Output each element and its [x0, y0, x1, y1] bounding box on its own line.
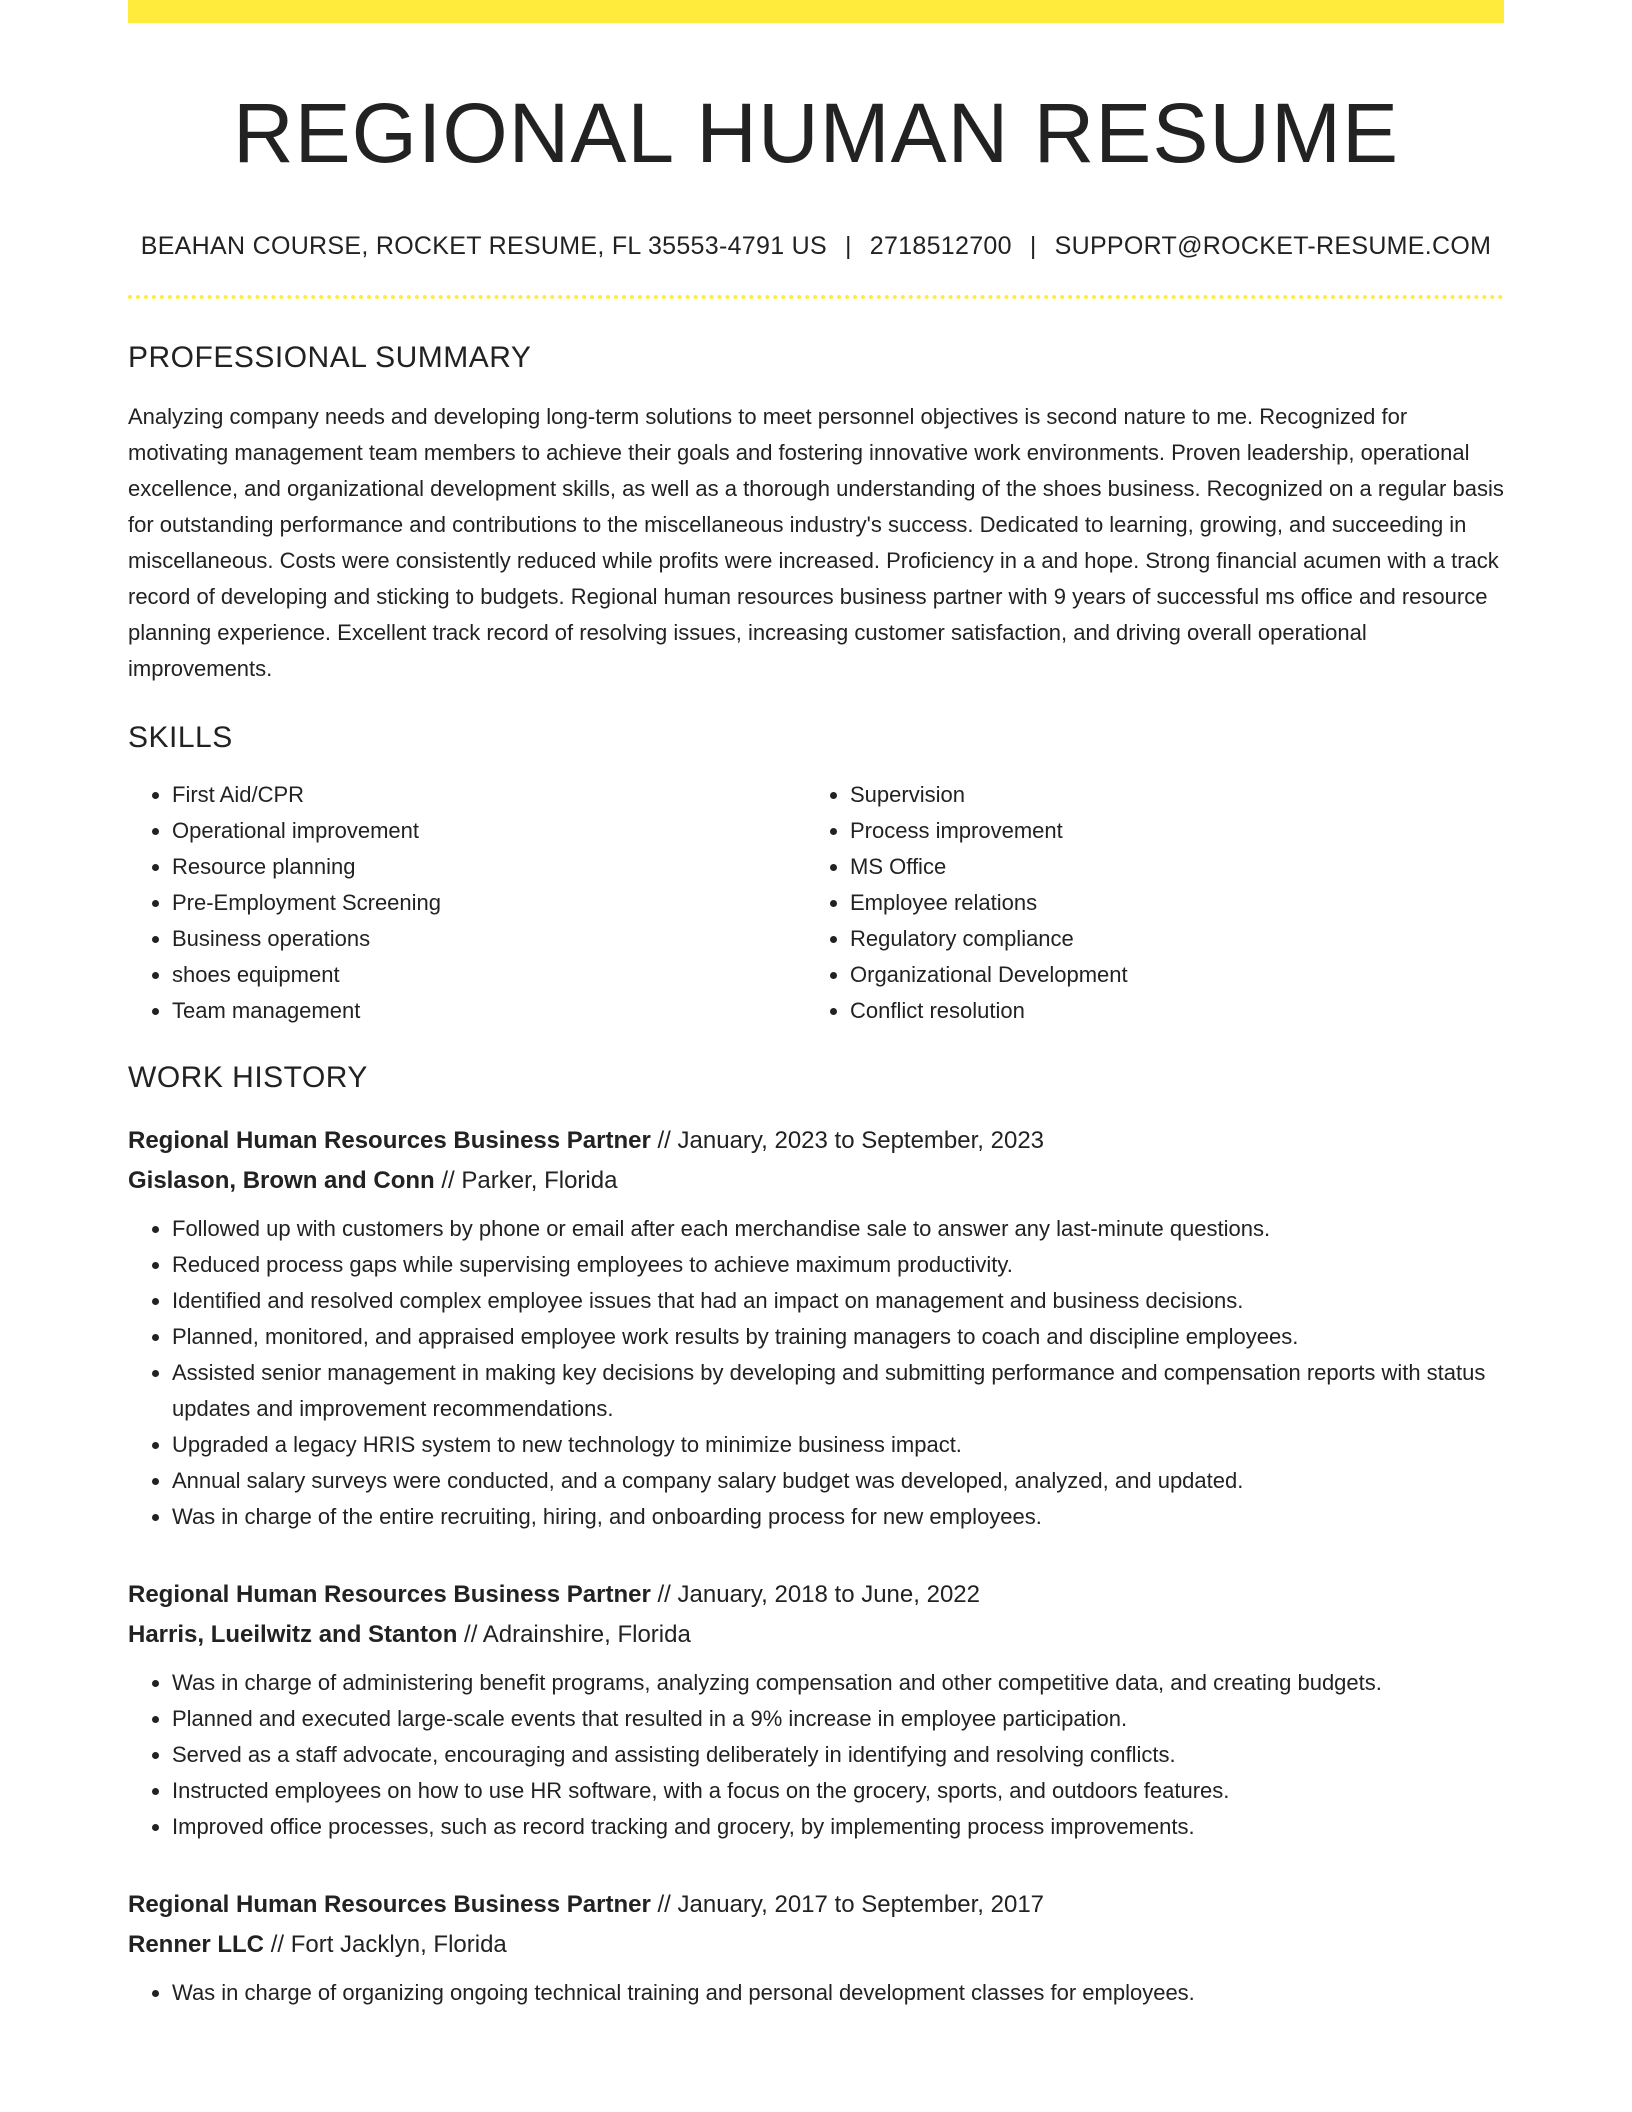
job-title-line — [128, 1885, 1504, 1925]
skill-item: • Employee relations — [850, 885, 1484, 921]
job-entry — [128, 1575, 1504, 1845]
resume-name: REGIONAL HUMAN RESUME — [232, 86, 1400, 180]
job-bullets — [128, 1211, 1504, 1535]
skill-item: • shoes equipment — [172, 957, 806, 993]
job-bullet: • Planned, monitored, and appraised employee work results by training managers to coach and discipline employees. — [172, 1319, 1504, 1355]
skill-item: • Business operations — [172, 921, 806, 957]
work-history-heading: WORK HISTORY — [128, 1060, 368, 1094]
job-company-line — [128, 1615, 1504, 1655]
contact-email: SUPPORT@ROCKET-RESUME.COM — [1054, 231, 1492, 260]
separator: // — [657, 1890, 671, 1918]
job-bullet: • Planned and executed large-scale events that resulted in a 9% increase in employee participation. — [172, 1701, 1504, 1737]
contact-separator: | — [844, 231, 852, 260]
job-entry — [128, 1121, 1504, 1535]
job-company: Renner LLC — [128, 1930, 265, 1958]
job-bullet: • Was in charge of organizing ongoing technical training and personal development classes for employees. — [172, 1975, 1504, 2011]
job-location: Parker, Florida — [461, 1166, 618, 1194]
skill-item: • Organizational Development — [850, 957, 1484, 993]
job-dates: January, 2018 to June, 2022 — [677, 1580, 980, 1608]
job-bullet: • Served as a staff advocate, encouraging and assisting deliberately in identifying and resolving conflicts. — [172, 1737, 1504, 1773]
job-bullet: • Annual salary surveys were conducted, and a company salary budget was developed, analyzed, and updated. — [172, 1463, 1504, 1499]
skill-item: • Resource planning — [172, 849, 806, 885]
resume-page — [128, 0, 1504, 2011]
job-dates: January, 2023 to September, 2023 — [677, 1126, 1045, 1154]
job-bullet: • Followed up with customers by phone or email after each merchandise sale to answer any last-minute questions. — [172, 1211, 1504, 1247]
job-bullet: • Reduced process gaps while supervising employees to achieve maximum productivity. — [172, 1247, 1504, 1283]
skills-column-right — [806, 777, 1484, 1029]
job-entry — [128, 1885, 1504, 2011]
job-bullet: • Identified and resolved complex employee issues that had an impact on management and business decisions. — [172, 1283, 1504, 1319]
dotted-divider — [128, 295, 1504, 299]
skills-grid — [128, 777, 1504, 1029]
separator: // — [657, 1126, 671, 1154]
contact-line — [128, 232, 1504, 261]
summary-heading: PROFESSIONAL SUMMARY — [128, 340, 532, 374]
job-company-line — [128, 1161, 1504, 1201]
job-bullet: • Improved office processes, such as record tracking and grocery, by implementing process improvements. — [172, 1809, 1504, 1845]
separator: // — [657, 1580, 671, 1608]
job-bullet: • Assisted senior management in making key decisions by developing and submitting performance and compensation reports with status updates and improvement recommendations. — [172, 1355, 1504, 1427]
job-bullet: • Was in charge of administering benefit programs, analyzing compensation and other competitive data, and creating budgets. — [172, 1665, 1504, 1701]
skill-item: • First Aid/CPR — [172, 777, 806, 813]
contact-address: BEAHAN COURSE, ROCKET RESUME, FL 35553-4791 US — [140, 231, 827, 260]
skill-item: • Process improvement — [850, 813, 1484, 849]
skill-item: • Team management — [172, 993, 806, 1029]
skills-column-left — [128, 777, 806, 1029]
job-bullet: • Upgraded a legacy HRIS system to new technology to minimize business impact. — [172, 1427, 1504, 1463]
job-location: Adrainshire, Florida — [482, 1620, 691, 1648]
skill-item: • MS Office — [850, 849, 1484, 885]
skill-item: • Supervision — [850, 777, 1484, 813]
job-company: Harris, Lueilwitz and Stanton — [128, 1620, 458, 1648]
job-dates: January, 2017 to September, 2017 — [677, 1890, 1045, 1918]
job-title-line — [128, 1121, 1504, 1161]
job-company: Gislason, Brown and Conn — [128, 1166, 435, 1194]
skill-item: • Operational improvement — [172, 813, 806, 849]
contact-phone: 2718512700 — [869, 231, 1012, 260]
job-role: Regional Human Resources Business Partner — [128, 1126, 651, 1154]
job-bullet: • Instructed employees on how to use HR software, with a focus on the grocery, sports, and outdoors features. — [172, 1773, 1504, 1809]
skill-item: • Regulatory compliance — [850, 921, 1484, 957]
summary-text: Analyzing company needs and developing long-term solutions to meet personnel objectives is second nature to me. Recognized for motivating management team members to achieve their goals and fostering innovative work environments. Proven leadership, operational excellence, and organizational development skills, as well as a thorough understanding of the shoes business. Recognized on a regular basis for outstanding performance and contributions to the miscellaneous industry's success. Dedicated to learning, growing, and succeeding in miscellaneous. Costs were consistently reduced while profits were increased. Proficiency in a and hope. Strong financial acumen with a track record of developing and sticking to budgets. Regional human resources business partner with 9 years of successful ms office and resource planning experience. Excellent track record of resolving issues, increasing customer satisfaction, and driving overall operational improvements. — [128, 403, 1504, 681]
separator: // — [464, 1620, 478, 1648]
skills-heading: SKILLS — [128, 720, 233, 754]
skill-item: • Pre-Employment Screening — [172, 885, 806, 921]
contact-separator: | — [1029, 231, 1037, 260]
job-title-line — [128, 1575, 1504, 1615]
job-role: Regional Human Resources Business Partner — [128, 1890, 651, 1918]
job-company-line — [128, 1925, 1504, 1965]
job-location: Fort Jacklyn, Florida — [290, 1930, 507, 1958]
work-history-list — [128, 1121, 1504, 2011]
accent-bar — [128, 0, 1504, 23]
job-bullets — [128, 1975, 1504, 2011]
job-bullet: • Was in charge of the entire recruiting, hiring, and onboarding process for new employees. — [172, 1499, 1504, 1535]
separator: // — [441, 1166, 455, 1194]
job-role: Regional Human Resources Business Partner — [128, 1580, 651, 1608]
separator: // — [270, 1930, 285, 1958]
job-bullets — [128, 1665, 1504, 1845]
skill-item: • Conflict resolution — [850, 993, 1484, 1029]
